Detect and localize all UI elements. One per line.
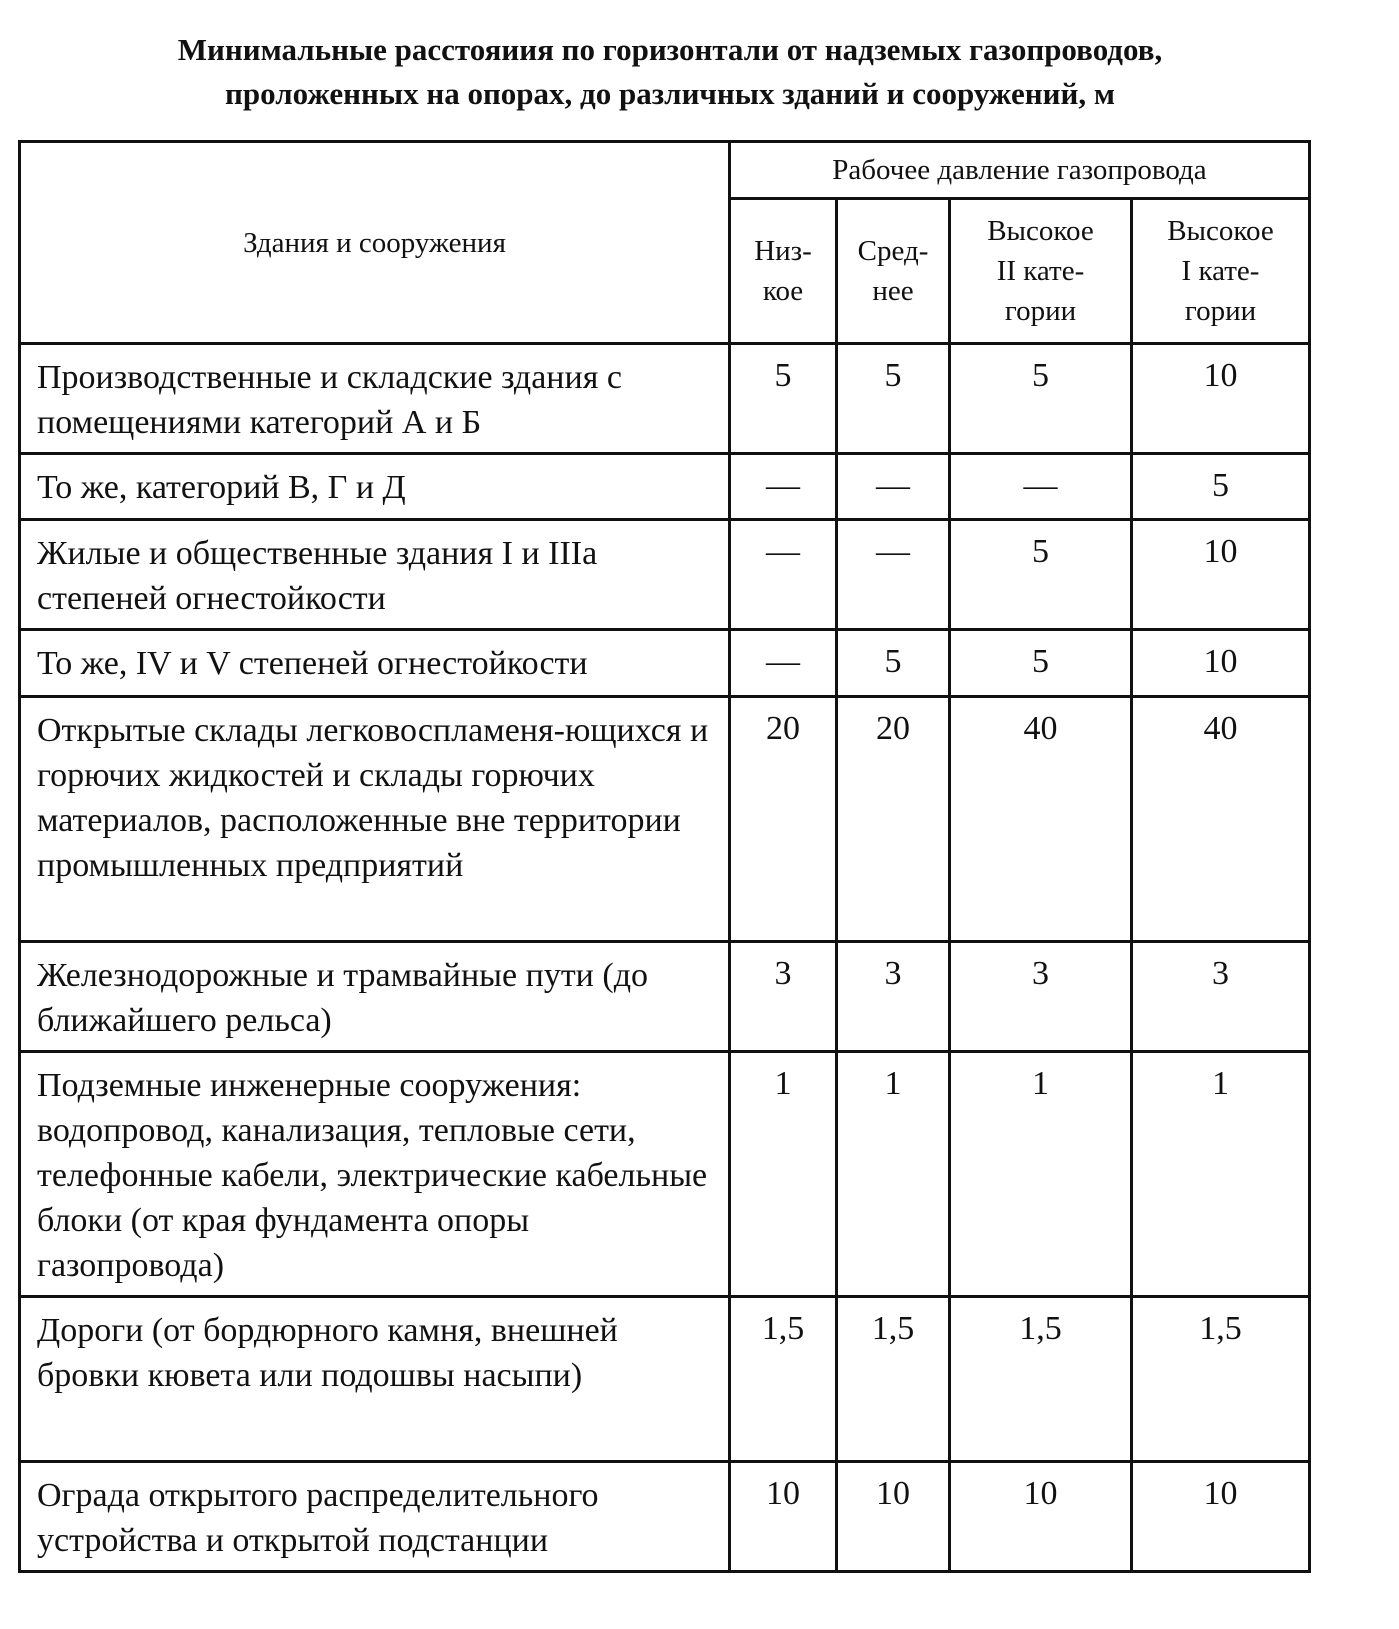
page-title bbox=[20, 28, 1320, 116]
header-buildings: Здания и сооружения bbox=[20, 142, 730, 344]
row-building-name: Ограда открытого распределительного устройства и открытой подстанции bbox=[20, 1462, 730, 1572]
table-row bbox=[20, 942, 1310, 1052]
row-distance-value: — bbox=[730, 454, 837, 520]
header-pressure-column: Высокое I кате- гории bbox=[1132, 199, 1310, 344]
table-row bbox=[20, 697, 1310, 942]
title-line-1: Минимальные расстояиия по горизонтали от надземых газопроводов, bbox=[177, 32, 1163, 67]
table-row bbox=[20, 1462, 1310, 1572]
row-distance-value: 10 bbox=[1132, 520, 1310, 630]
table-row bbox=[20, 520, 1310, 630]
row-distance-value: — bbox=[730, 630, 837, 697]
row-distance-value: 1 bbox=[730, 1052, 837, 1297]
header-pressure-column: Высокое II кате- гории bbox=[950, 199, 1132, 344]
row-distance-value: — bbox=[837, 520, 950, 630]
row-distance-value: 10 bbox=[950, 1462, 1132, 1572]
row-building-name: Жилые и общественные здания I и IIIа степеней огнестойкости bbox=[20, 520, 730, 630]
row-distance-value: 1,5 bbox=[1132, 1297, 1310, 1462]
row-distance-value: — bbox=[837, 454, 950, 520]
table-row bbox=[20, 454, 1310, 520]
row-distance-value: 5 bbox=[950, 520, 1132, 630]
row-distance-value: 1,5 bbox=[730, 1297, 837, 1462]
row-distance-value: 1 bbox=[1132, 1052, 1310, 1297]
row-distance-value: 3 bbox=[837, 942, 950, 1052]
row-building-name: Подземные инженерные сооружения: водопровод, канализация, тепловые сети, телефонные кабели, электрические кабельные блоки (от края фундамента опоры газопровода) bbox=[20, 1052, 730, 1297]
row-distance-value: — bbox=[950, 454, 1132, 520]
header-pressure-column: Низ- кое bbox=[730, 199, 837, 344]
row-distance-value: 3 bbox=[950, 942, 1132, 1052]
row-distance-value: 3 bbox=[730, 942, 837, 1052]
row-distance-value: 10 bbox=[837, 1462, 950, 1572]
row-distance-value: 20 bbox=[837, 697, 950, 942]
title-line-2: проложенных на опорах, до различных зданий и сооружений, м bbox=[225, 76, 1115, 111]
row-distance-value: 5 bbox=[837, 344, 950, 454]
row-building-name: Открытые склады легковоспламеня-ющихся и горючих жидкостей и склады горючих материалов, расположенные вне территории промышленных предприятий bbox=[20, 697, 730, 942]
row-building-name: Железнодорожные и трамвайные пути (до ближайшего рельса) bbox=[20, 942, 730, 1052]
row-distance-value: 5 bbox=[837, 630, 950, 697]
table-row bbox=[20, 1297, 1310, 1462]
row-distance-value: 10 bbox=[1132, 630, 1310, 697]
table-row bbox=[20, 344, 1310, 454]
header-pressure-group: Рабочее давление газопровода bbox=[730, 142, 1310, 199]
row-distance-value: — bbox=[730, 520, 837, 630]
row-distance-value: 1 bbox=[950, 1052, 1132, 1297]
row-distance-value: 5 bbox=[730, 344, 837, 454]
row-distance-value: 5 bbox=[1132, 454, 1310, 520]
row-distance-value: 5 bbox=[950, 344, 1132, 454]
distance-table bbox=[18, 140, 1311, 1573]
row-building-name: Дороги (от бордюрного камня, внешней бровки кювета или подошвы насыпи) bbox=[20, 1297, 730, 1462]
table-row bbox=[20, 1052, 1310, 1297]
row-distance-value: 10 bbox=[730, 1462, 837, 1572]
row-distance-value: 40 bbox=[950, 697, 1132, 942]
row-distance-value: 20 bbox=[730, 697, 837, 942]
header-pressure-column: Сред- нее bbox=[837, 199, 950, 344]
row-distance-value: 1,5 bbox=[837, 1297, 950, 1462]
row-building-name: Производственные и складские здания с помещениями категорий А и Б bbox=[20, 344, 730, 454]
row-distance-value: 5 bbox=[950, 630, 1132, 697]
table-row bbox=[20, 630, 1310, 697]
row-building-name: То же, категорий В, Г и Д bbox=[20, 454, 730, 520]
row-building-name: То же, IV и V степеней огнестойкости bbox=[20, 630, 730, 697]
row-distance-value: 10 bbox=[1132, 1462, 1310, 1572]
row-distance-value: 1,5 bbox=[950, 1297, 1132, 1462]
row-distance-value: 40 bbox=[1132, 697, 1310, 942]
row-distance-value: 10 bbox=[1132, 344, 1310, 454]
row-distance-value: 1 bbox=[837, 1052, 950, 1297]
row-distance-value: 3 bbox=[1132, 942, 1310, 1052]
